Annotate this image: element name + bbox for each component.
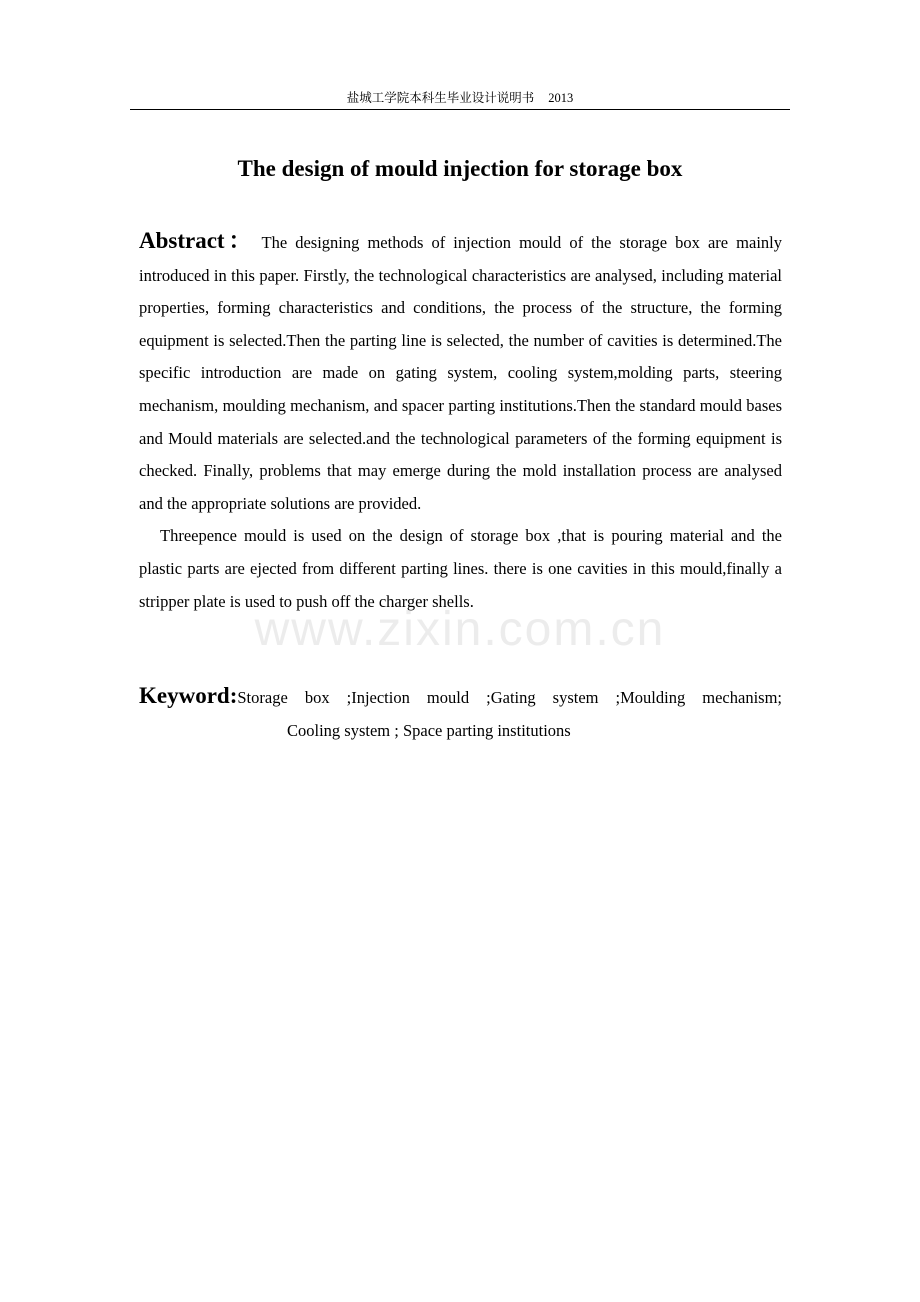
abstract-paragraph-2: Threepence mould is used on the design of storage box ,that is pouring material and the plastic parts are ejected from different parting lines. there is one cavities in this mould,finally a stripper plate is used to push off the charger shells. [139,526,782,611]
abstract-section [139,225,782,618]
paper-title: The design of mould injection for storage box [237,156,683,181]
header-year: 2013 [548,91,574,105]
keyword-text-1: Storage box ;Injection mould ;Gating system ;Moulding mechanism; [237,688,782,707]
keyword-label: Keyword: [139,683,238,708]
keyword-line-2: Cooling system ; Space parting institutions [287,720,571,740]
keyword-line-1 [139,680,782,715]
abstract-paragraph-1 [139,225,782,520]
keyword-section [139,680,782,747]
header-institution: 盐城工学院本科生毕业设计说明书 [346,91,535,105]
watermark: www.zixin.com.cn [254,603,666,656]
abstract-text-1: The designing methods of injection mould of the storage box are mainly introduced in this paper. Firstly, the technological characteristics are analysed, including material properties, forming characteristics and conditions, the process of the structure, the forming equipment is selected.Then the parting line is selected, the number of cavities is determined.The specific introduction are made on gating system, cooling system,molding parts, steering mechanism, moulding mechanism, and spacer parting institutions.Then the standard mould bases and Mould materials are selected.and the technological parameters of the forming equipment is checked. Finally, problems that may emerge during the mold installation process are analysed and the appropriate solutions are provided. [139,233,782,513]
abstract-label: Abstract： [139,228,256,253]
page-header [130,88,790,110]
